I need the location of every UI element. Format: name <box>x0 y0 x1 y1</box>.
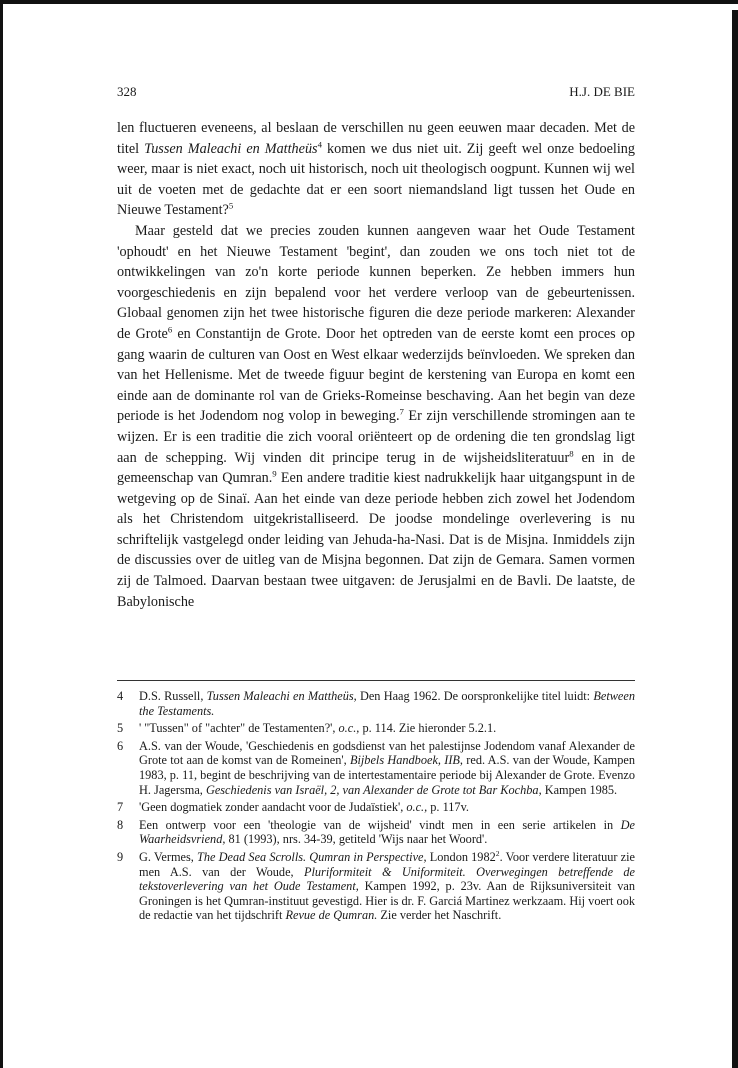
body-text <box>117 118 635 612</box>
text-run: 81 (1993), nrs. 34-39, getiteld 'Wijs naar het Woord'. <box>225 832 488 847</box>
text-run: Maar gesteld dat we precies zouden kunnen aangeven waar het Oude Testament 'ophoudt' en het Nieuwe Testament 'begint', dan zouden we ons toch niet tot de ontwikkelingen van zo'n korte periode kunnen beperken. Ze hebben immers hun voorgeschiedenis en zijn bepalend voor het verdere verloop van de gebeurtenissen. Globaal genomen zijn het twee historische figuren die deze periode markeren: Alexander de Grote <box>117 222 635 342</box>
footnote-number: 9 <box>117 849 124 864</box>
text-run: Een ontwerp voor een 'theologie van de wijsheid' vindt men in een serie artikelen in <box>139 817 621 832</box>
italic-text: Geschiedenis van Israël, 2, van Alexander de Grote tot Bar Kochba, <box>205 782 542 797</box>
footnote-text <box>139 739 635 797</box>
footnote-text <box>139 689 635 718</box>
text-run: . Voor verdere literatuur zie men A.S. van der Woude, <box>139 849 635 879</box>
page-header <box>117 84 635 100</box>
footnote-text <box>139 721 635 736</box>
scan-border-left <box>0 0 3 1068</box>
footnote-number: 4 <box>117 689 124 703</box>
scan-border-top <box>0 0 738 4</box>
footnote-reference: 9 <box>272 468 277 479</box>
text-run: Kampen 1992, p. 23v. Aan de Rijksuniversiteit van Groningen is het Qumran-instituut gevestigd. Hier is dr. F. Garciá Martinez werkzaam. Hij voert ook de redactie van het tijdschrift <box>139 879 635 923</box>
scan-border-right <box>732 10 738 1068</box>
text-run: ' "Tussen" of "achter" de Testamenten?', <box>139 721 339 736</box>
text-run: len fluctueren eveneens, al beslaan de verschillen nu geen eeuwen maar decaden. Met de titel <box>117 120 635 157</box>
text-run: Kampen 1985. <box>541 782 618 797</box>
text-run: Een andere traditie kiest nadrukkelijk haar uitgangspunt in de wetgeving op de Sinaï. Aan het einde van deze periode hebben zich zowel het Jodendom als het Christendom uitgekristalliseerd. De joodse mondelinge overlevering is nu schriftelijk vastgelegd onder leiding van Jehuda-ha-Nasi. Dat is de Misjna. Inmiddels zijn de discussies over de uitleg van de Misjna begonnen. Dat zijn de Gemara. Samen vormen zij de Talmoed. Daarvan bestaan twee uitgaven: de Jerusjalmi en de Bavli. De laatste, de Babylonische <box>117 470 635 610</box>
text-run: p. 114. Zie hieronder 5.2.1. <box>359 721 497 736</box>
footnote-number: 6 <box>117 738 124 753</box>
text-run: p. 117v. <box>427 800 469 815</box>
running-title: H.J. DE BIE <box>569 84 635 99</box>
footnote <box>117 739 635 797</box>
text-run: Er zijn verschillende stromingen aan te wijzen. Er is een traditie die zich vooral oriënteert op de ordening die ten grondslag ligt aan de schepping. Wij vinden dit principe terug in de wijsheidsliteratuur <box>117 408 635 466</box>
footnote <box>117 721 635 736</box>
footnote-reference: 6 <box>167 324 173 335</box>
footnote <box>117 689 635 718</box>
footnote-text <box>139 818 635 847</box>
footnote <box>117 818 635 847</box>
text-run: G. Vermes, <box>139 849 198 864</box>
italic-text: Tussen Maleachi en Mattheüs, <box>206 689 357 703</box>
footnote-divider <box>117 680 635 681</box>
footnotes <box>117 689 635 926</box>
italic-text: Bijbels Handboek, IIB, <box>349 753 464 768</box>
text-run: A.S. van der Woude, 'Geschiedenis en godsdienst van het palestijnse Jodendom vanaf Alexander de Grote tot aan de komst van de Romeinen', <box>139 738 635 768</box>
italic-text: De Waarheidsvriend, <box>139 817 635 847</box>
footnote <box>117 800 635 815</box>
text-run: en Constantijn de Grote. Door het optreden van de eerste komt een proces op gang waarin de culturen van Oost en West elkaar wederzijds beïnvloeden. We spreken dan van het Hellenisme. Met de tweede figuur begint de kerstening van Europa en komt een einde aan de dominante rol van de Grieks-Romeinse beschaving. Aan het begin van deze periode is het Jodendom nog volop in beweging. <box>117 325 635 425</box>
text-run: Den Haag 1962. De oorspronkelijke titel luidt: <box>356 689 594 703</box>
text-run: D.S. Russell, <box>139 689 207 703</box>
paragraph <box>117 221 635 612</box>
italic-text: o.c., <box>338 721 360 736</box>
footnote-reference: 7 <box>399 406 404 417</box>
italic-text: Revue de Qumran. <box>285 908 378 923</box>
footnote-reference: 8 <box>569 447 574 458</box>
text-run: London 1982 <box>426 849 496 864</box>
paragraph <box>117 118 635 221</box>
text-run: en in de gemeenschap van Qumran. <box>117 449 635 487</box>
footnote-number: 8 <box>117 817 124 832</box>
footnote-text <box>139 800 635 815</box>
page-number: 328 <box>117 84 137 99</box>
text-run: 'Geen dogmatiek zonder aandacht voor de Judaïstiek', <box>139 800 407 815</box>
italic-text: Pluriformiteit & Uniformiteit. Overwegingen betreffende de tekstoverlevering van het Oude Testament, <box>139 864 635 894</box>
italic-text: Tussen Maleachi en Mattheüs <box>144 140 318 157</box>
text-run: Zie verder het Naschrift. <box>377 908 502 923</box>
footnote-reference: 4 <box>317 138 322 149</box>
footnote-reference: 2 <box>495 848 500 858</box>
footnote-text <box>139 850 635 923</box>
text-run: komen we dus niet uit. Zij geeft wel onze bedoeling weer, maar is niet exact, noch uit historisch, noch uit theologisch oogpunt. Kunnen wij wel uit de voeten met de gedachte dat er een soort niemandsland ligt tussen het Oude en Nieuwe Testament? <box>117 140 635 219</box>
footnote-number: 5 <box>117 721 124 736</box>
footnote <box>117 850 635 923</box>
footnote-reference: 5 <box>228 200 234 211</box>
text-run: red. A.S. van der Woude, Kampen 1983, p. 11, begint de beschrijving van de intertestamentaire periode bij Alexander de Grote. Evenzo H. Jagersma, <box>139 753 635 797</box>
italic-text: The Dead Sea Scrolls. Qumran in Perspective, <box>197 849 427 864</box>
italic-text: Between the Testaments. <box>139 689 635 718</box>
italic-text: o.c., <box>406 800 428 815</box>
footnote-number: 7 <box>117 800 124 815</box>
